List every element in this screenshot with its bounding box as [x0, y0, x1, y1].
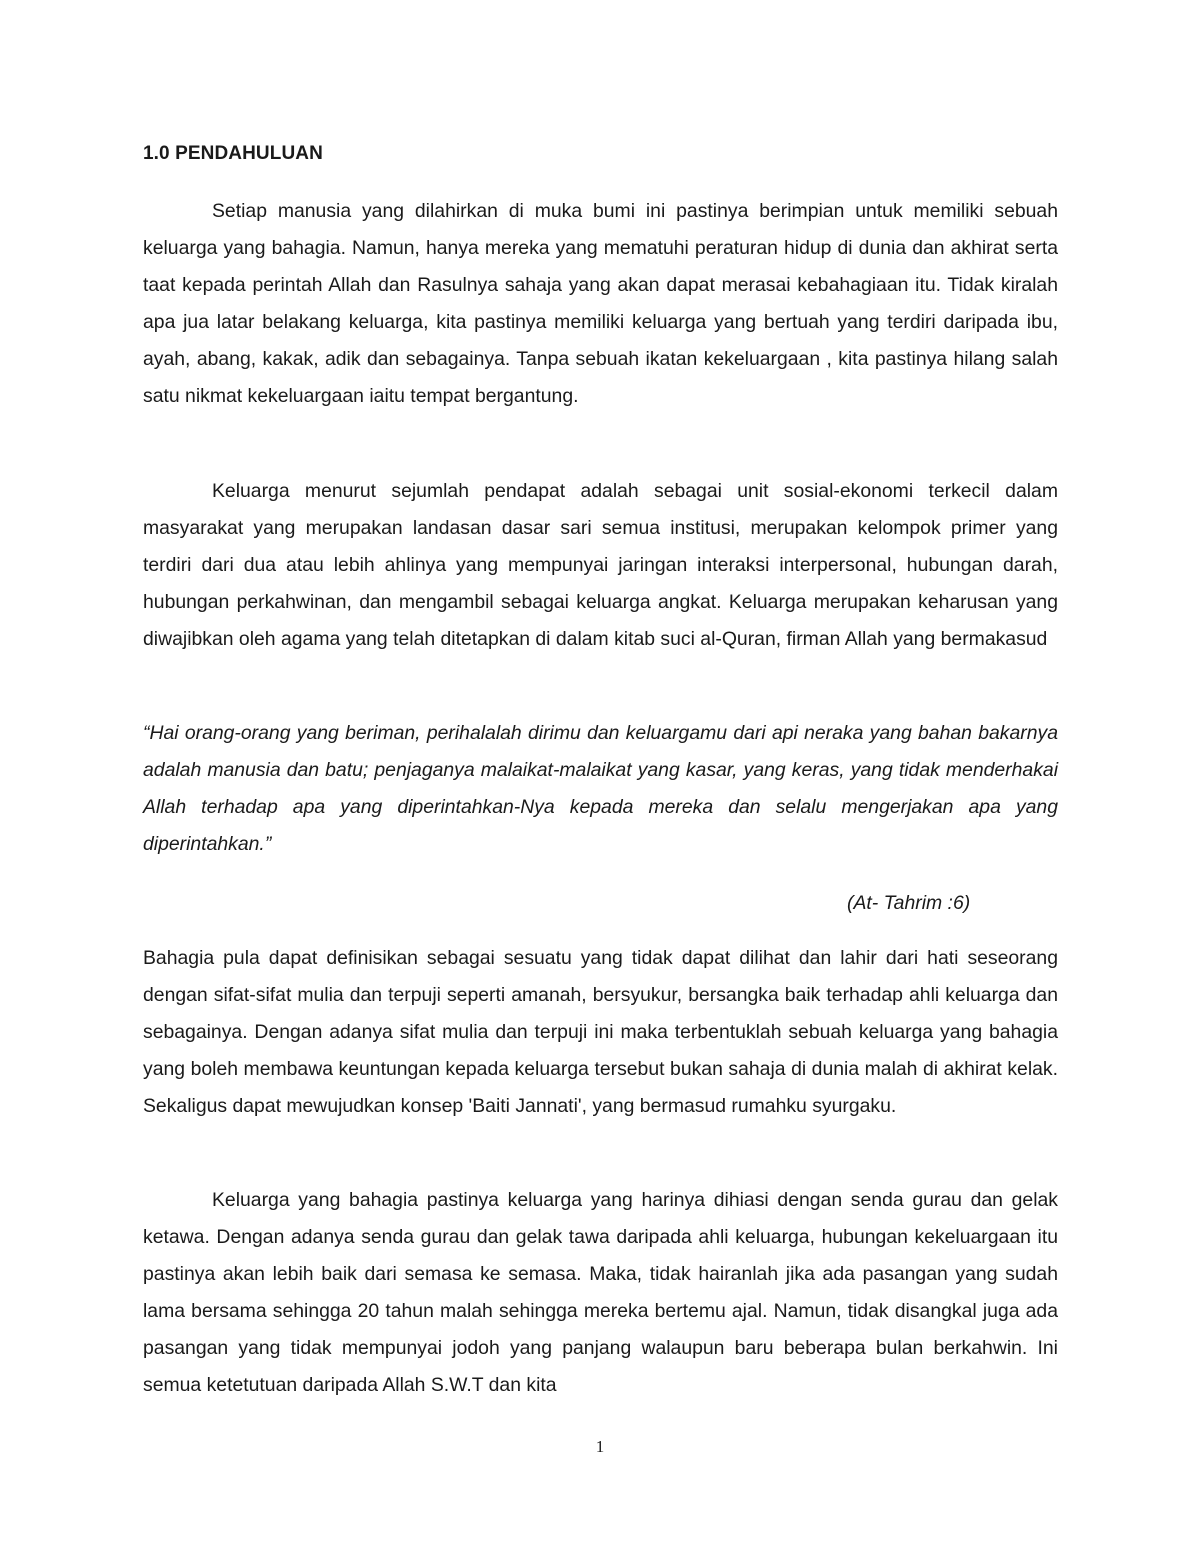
quote-citation: (At- Tahrim :6): [847, 892, 971, 914]
paragraph-definition-keluarga: Keluarga menurut sejumlah pendapat adalah sebagai unit sosial-ekonomi terkecil dalam masyarakat yang merupakan landasan dasar sari semua institusi, merupakan kelompok primer yang terdiri dari dua atau lebih ahlinya yang mempunyai jaringan interaksi interpersonal, hubungan darah, hubungan perkahwinan, dan mengambil sebagai keluarga angkat. Keluarga merupakan keharusan yang diwajibkan oleh agama yang telah ditetapkan di dalam kitab suci al-Quran, firman Allah yang bermakasud: [143, 480, 1058, 650]
page-number: 1: [595, 1437, 605, 1456]
paragraph-definition-bahagia: Bahagia pula dapat definisikan sebagai sesuatu yang tidak dapat dilihat dan lahir dari hati seseorang dengan sifat-sifat mulia dan terpuji seperti amanah, bersyukur, bersangka baik terhadap ahli keluarga dan sebagainya. Dengan adanya sifat mulia dan terpuji ini maka terbentuklah sebuah keluarga yang bahagia yang boleh membawa keuntungan kepada keluarga tersebut bukan sahaja di dunia malah di akhirat kelak. Sekaligus dapat mewujudkan konsep 'Baiti Jannati', yang bermasud rumahku syurgaku.: [143, 947, 1058, 1117]
paragraph-keluarga-bahagia: Keluarga yang bahagia pastinya keluarga yang harinya dihiasi dengan senda gurau dan gelak ketawa. Dengan adanya senda gurau dan gelak tawa daripada ahli keluarga, hubungan kekeluargaan itu pastinya akan lebih baik dari semasa ke semasa. Maka, tidak hairanlah jika ada pasangan yang sudah lama bersama sehingga 20 tahun malah sehingga mereka bertemu ajal. Namun, tidak disangkal juga ada pasangan yang tidak mempunyai jodoh yang panjang walaupun baru beberapa bulan berkahwin. Ini semua ketetutuan daripada Allah S.W.T dan kita: [143, 1189, 1058, 1396]
quran-quote: “Hai orang-orang yang beriman, perihalalah dirimu dan keluargamu dari api neraka yang bahan bakarnya adalah manusia dan batu; penjaganya malaikat-malaikat yang kasar, yang keras, yang tidak menderhakai Allah terhadap apa yang diperintahkan-Nya kepada mereka dan selalu mengerjakan apa yang diperintahkan.”: [143, 722, 1058, 855]
section-heading: 1.0 PENDAHULUAN: [143, 143, 323, 164]
paragraph-intro: Setiap manusia yang dilahirkan di muka bumi ini pastinya berimpian untuk memiliki sebuah keluarga yang bahagia. Namun, hanya mereka yang mematuhi peraturan hidup di dunia dan akhirat serta taat kepada perintah Allah dan Rasulnya sahaja yang akan dapat merasai kebahagiaan itu. Tidak kiralah apa jua latar belakang keluarga, kita pastinya memiliki keluarga yang bertuah yang terdiri daripada ibu, ayah, abang, kakak, adik dan sebagainya. Tanpa sebuah ikatan kekeluargaan , kita pastinya hilang salah satu nikmat kekeluargaan iaitu tempat bergantung.: [143, 200, 1058, 407]
